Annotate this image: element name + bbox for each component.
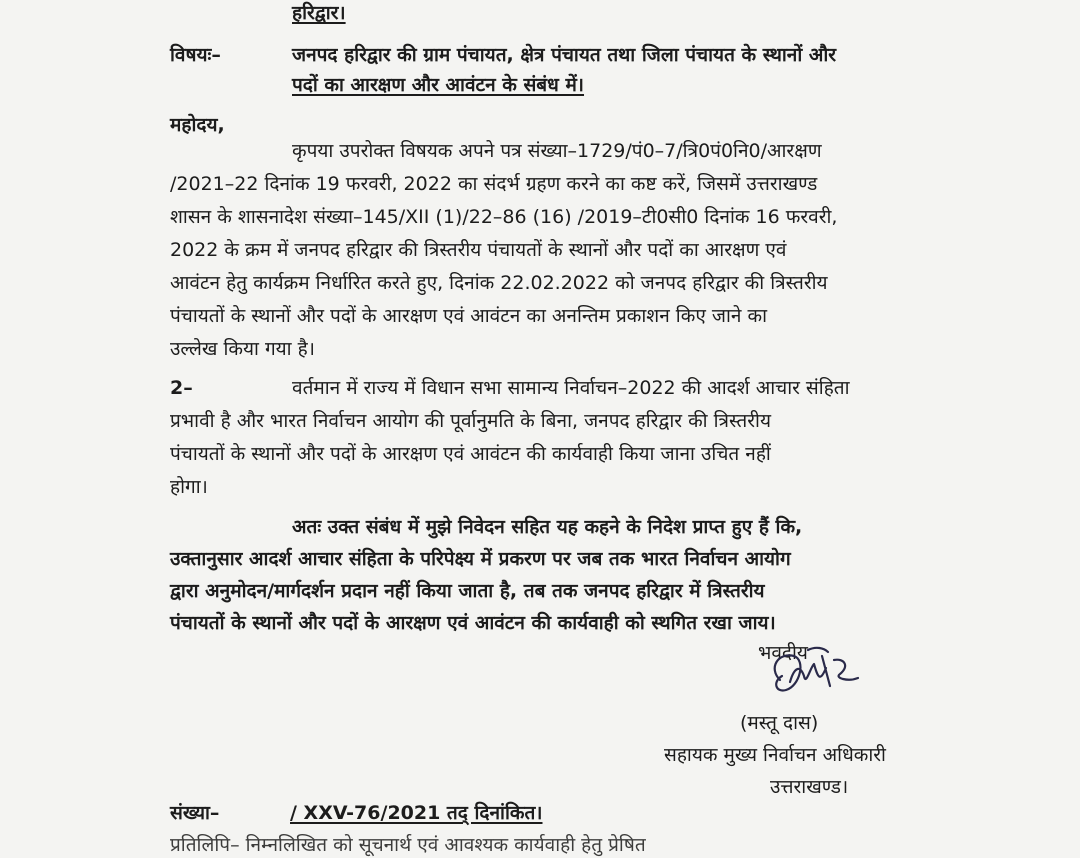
- para1-line: 2022 के क्रम में जनपद हरिद्वार की त्रिस्तरीय पंचायतों के स्थानों और पदों का आरक्षण एवं: [170, 239, 787, 261]
- para1-line: शासन के शासनादेश संख्या–145/XII (1)/22–86 (16) /2019–टी0सी0 दिनांक 16 फरवरी,: [170, 206, 838, 228]
- para2-line: वर्तमान में राज्य में विधान सभा सामान्य निर्वाचन–2022 की आदर्श आचार संहिता: [292, 377, 850, 399]
- para3-line: द्वारा अनुमोदन/मार्गदर्शन प्रदान नहीं किया जाता है, तब तक जनपद हरिद्वार में त्रिस्तरीय: [170, 580, 765, 602]
- para1-line: उल्लेख किया गया है।: [170, 338, 315, 360]
- partial-line: प्रतिलिपि– निम्नलिखित को सूचनार्थ एवं आवश्यक कार्यवाही हेतु प्रेषित: [170, 834, 646, 856]
- closing: भवदीय: [758, 642, 808, 664]
- signatory-state: उत्तराखण्ड।: [770, 776, 849, 798]
- address-tail: हरिद्वार।: [292, 2, 346, 24]
- para1-line: पंचायतों के स्थानों और पदों के आरक्षण एवं आवंटन का अनन्तिम प्रकाशन किए जाने का: [170, 305, 767, 327]
- para3-line: उक्तानुसार आदर्श आचार संहिता के परिपेक्ष्य में प्रकरण पर जब तक भारत निर्वाचन आयोग: [170, 548, 791, 570]
- para3-line: अतः उक्त संबंध में मुझे निवेदन सहित यह कहने के निदेश प्राप्त हुए हैं कि,: [292, 516, 803, 538]
- signatory-designation: सहायक मुख्य निर्वाचन अधिकारी: [664, 744, 886, 766]
- para2-line: प्रभावी है और भारत निर्वाचन आयोग की पूर्वानुमति के बिना, जनपद हरिद्वार की त्रिस्तरीय: [170, 410, 771, 432]
- para2-line: पंचायतों के स्थानों और पदों के आरक्षण एवं आवंटन की कार्यवाही किया जाना उचित नहीं: [170, 443, 771, 465]
- signatory-name: (मस्तू दास): [740, 712, 819, 734]
- para2-number: 2–: [170, 377, 193, 399]
- para1-line: आवंटन हेतु कार्यक्रम निर्धारित करते हुए, दिनांक 22.02.2022 को जनपद हरिद्वार की त्रिस्तरीय: [170, 272, 828, 294]
- subject-line-2: पदों का आरक्षण और आवंटन के संबंध में।: [292, 74, 585, 96]
- reference-number: / XXV-76/2021 तद् दिनांकित।: [290, 802, 543, 824]
- subject-label: विषयः–: [170, 44, 221, 66]
- subject-text-1: जनपद हरिद्वार की ग्राम पंचायत, क्षेत्र पंचायत तथा जिला पंचायत के स्थानों और: [292, 44, 837, 66]
- signature-mark: [760, 638, 870, 710]
- salutation: महोदय,: [170, 114, 225, 136]
- subject-line-1: [292, 42, 998, 68]
- para3-line: पंचायतों के स्थानों और पदों के आरक्षण एवं आवंटन की कार्यवाही को स्थगित रखा जाय।: [170, 612, 776, 634]
- para2-line: होगा।: [170, 476, 208, 498]
- reference-label: संख्या–: [170, 802, 220, 824]
- para1-line: कृपया उपरोक्त विषयक अपने पत्र संख्या–1729/पं0–7/त्रि0पं0नि0/आरक्षण: [292, 140, 822, 162]
- para1-line: /2021–22 दिनांक 19 फरवरी, 2022 का संदर्भ ग्रहण करने का कष्ट करें, जिसमें उत्तराखण्ड: [170, 173, 818, 195]
